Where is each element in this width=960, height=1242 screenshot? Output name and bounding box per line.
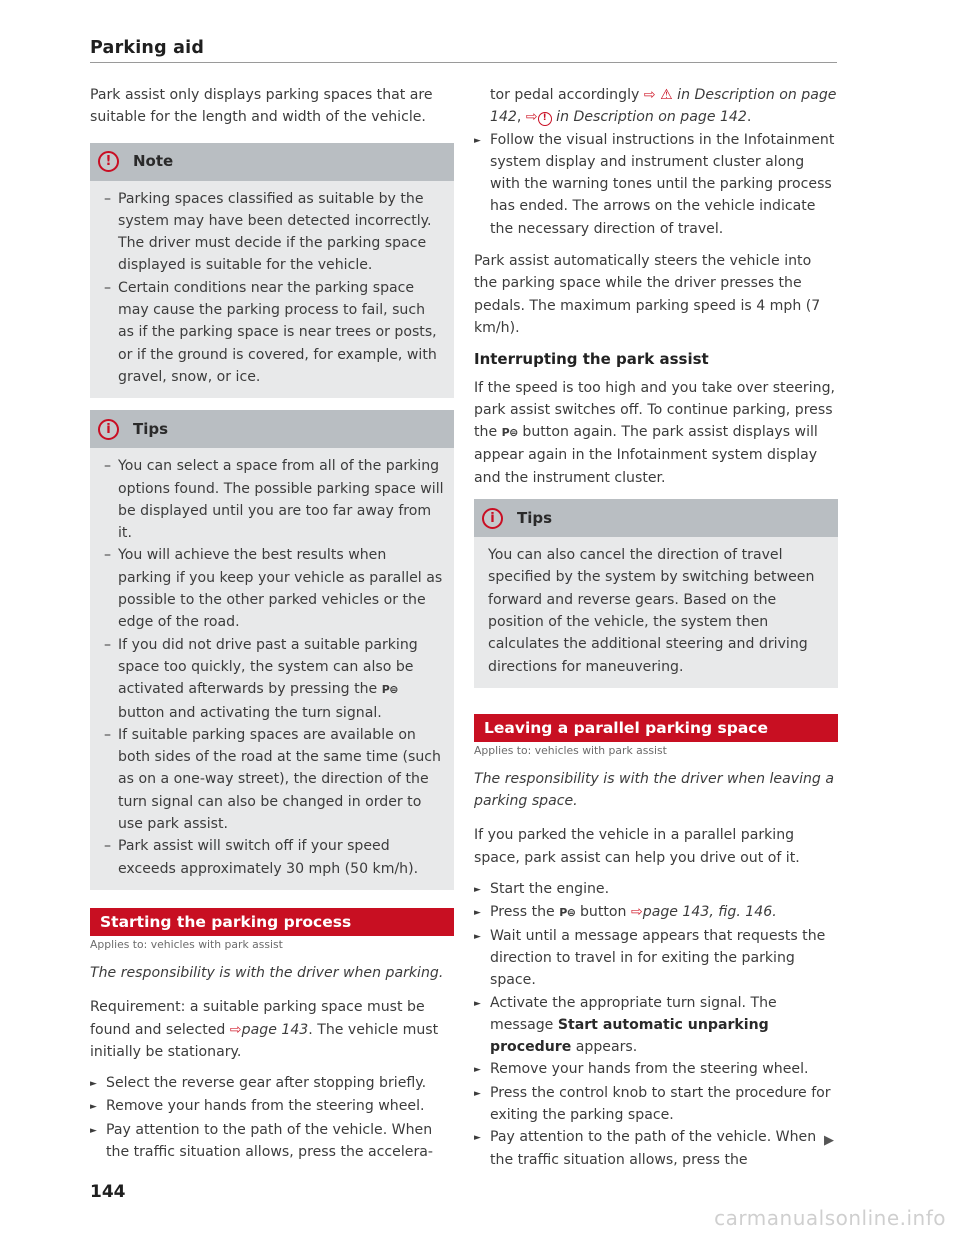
info-icon: i bbox=[482, 508, 503, 529]
page-reference-link[interactable]: in Description on page 142 bbox=[556, 109, 747, 126]
step-item: ► Remove your hands from the steering wheel. bbox=[90, 1098, 425, 1115]
arrow-right-icon: ⇨ bbox=[643, 87, 656, 103]
continue-arrow-icon: ▶ bbox=[824, 1133, 834, 1148]
step-item: ► Press the control knob to start the procedure for exiting the parking space. bbox=[474, 1084, 831, 1123]
page-reference-link[interactable]: in Description on page 142 bbox=[490, 87, 837, 126]
tips-box bbox=[474, 499, 838, 688]
step-item: ► Follow the visual instructions in the Infotainment system display and instrument cluster along with the warning tones until the parking process has ended. The arrows on the vehicle indicate the necessary direction of travel. bbox=[474, 131, 835, 237]
steps-list bbox=[90, 1072, 454, 1163]
step-item: ► Select the reverse gear after stopping briefly. bbox=[90, 1075, 427, 1092]
tip-item: – If suitable parking spaces are available on both sides of the road at the same time (such as on a one-way street), the direction of the turn signal can also be changed in order to use park assist. bbox=[104, 726, 441, 833]
tips-header bbox=[474, 499, 838, 537]
interrupt-heading: Interrupting the park assist bbox=[474, 350, 709, 369]
left-column bbox=[90, 84, 454, 1173]
tips-header bbox=[90, 410, 454, 448]
note-box bbox=[90, 143, 454, 399]
applies-to: Applies to: vehicles with park assist bbox=[474, 743, 667, 757]
step-item: ► Activate the appropriate turn signal. The message Start automatic unparking procedure appears. bbox=[474, 994, 777, 1056]
note-circle-icon: ! bbox=[538, 112, 552, 126]
tip-item: – You will achieve the best results when parking if you keep your vehicle as parallel as possible to the other parked vehicles or the edge of the road. bbox=[104, 547, 443, 631]
page-reference-link[interactable]: page 143, fig. 146. bbox=[642, 904, 777, 921]
intro-paragraph: Park assist only displays parking spaces that are suitable for the length and width of the vehicle. bbox=[90, 87, 433, 126]
steps-list bbox=[474, 878, 838, 1171]
step-item: ► Pay attention to the path of the vehicle. When the traffic situation allows, press the accelera- bbox=[90, 1121, 433, 1160]
note-item: – Parking spaces classified as suitable by the system may have been detected incorrectly. The driver must decide if the parking space displayed is suitable for the vehicle. bbox=[104, 190, 432, 274]
requirement-paragraph: Requirement: a suitable parking space must be found and selected ⇨page 143. The vehicle must initially be stationary. bbox=[90, 999, 439, 1060]
info-icon: i bbox=[98, 419, 119, 440]
step-item: ► Wait until a message appears that requests the direction to travel in for exiting the parking space. bbox=[474, 927, 826, 989]
auto-steer-paragraph: Park assist automatically steers the vehicle into the parking space while the driver presses the pedals. The maximum parking speed is 4 mph (7 km/h). bbox=[474, 253, 821, 336]
park-assist-button-icon: P⊜ bbox=[559, 906, 576, 920]
section-heading-leaving: Leaving a parallel parking space bbox=[474, 714, 838, 742]
section-intro: The responsibility is with the driver when leaving a parking space. bbox=[474, 770, 834, 810]
park-assist-button-icon: P⊜ bbox=[381, 683, 398, 697]
warning-triangle-icon: ⚠ bbox=[660, 87, 673, 103]
tip-item: – You can select a space from all of the parking options found. The possible parking space will be displayed until you are too far away from it. bbox=[104, 458, 444, 542]
arrow-right-icon: ⇨ bbox=[630, 904, 643, 921]
section-heading-starting: Starting the parking process bbox=[90, 908, 454, 936]
section-intro: The responsibility is with the driver when parking. bbox=[90, 964, 444, 981]
arrow-right-icon: ⇨ bbox=[229, 1021, 242, 1038]
exclamation-icon: ! bbox=[98, 151, 119, 172]
note-body bbox=[90, 181, 454, 399]
leaving-paragraph: If you parked the vehicle in a parallel parking space, park assist can help you drive out of it. bbox=[474, 827, 800, 866]
tip-item: – Park assist will switch off if your speed exceeds approximately 30 mph (50 km/h). bbox=[104, 838, 419, 877]
note-item: – Certain conditions near the parking space may cause the parking process to fail, such as if the parking space is near trees or posts, or if the ground is covered, for example, with gravel, snow, or ice. bbox=[104, 279, 437, 385]
step-continuation: tor pedal accordingly ⇨ ⚠ in Description on page 142, ⇨ ! in Description on page 142. bbox=[490, 87, 837, 126]
right-column bbox=[474, 84, 838, 1181]
watermark: carmanualsonline.info bbox=[714, 1206, 946, 1230]
tips-body: You can also cancel the direction of travel specified by the system by switching between forward and reverse gears. Based on the position of the vehicle, the system then calculates the additional steering and driving directions for maneuvering. bbox=[488, 547, 815, 675]
title-divider bbox=[90, 62, 837, 63]
note-header bbox=[90, 143, 454, 181]
applies-to: Applies to: vehicles with park assist bbox=[90, 937, 283, 951]
tips-label: Tips bbox=[133, 420, 169, 439]
step-item: ► Remove your hands from the steering wheel. bbox=[474, 1061, 809, 1078]
tips-box bbox=[90, 410, 454, 890]
step-item: ► Pay attention to the path of the vehicle. When the traffic situation allows, press the bbox=[474, 1129, 817, 1168]
arrow-right-icon: ⇨ bbox=[525, 109, 538, 126]
step-item: ► Start the engine. bbox=[474, 881, 610, 898]
step-item: ► Press the P⊜ button ⇨page 143, fig. 146. bbox=[474, 904, 777, 921]
page-number: 144 bbox=[90, 1182, 126, 1202]
tips-label: Tips bbox=[517, 508, 553, 527]
interrupt-paragraph: If the speed is too high and you take over steering, park assist switches off. To continue parking, press the P⊜ button again. The park assist displays will appear again in the Infotainment system display and the instrument cluster. bbox=[474, 379, 835, 486]
page-title: Parking aid bbox=[90, 38, 205, 58]
tips-body bbox=[90, 448, 454, 890]
park-assist-button-icon: P⊜ bbox=[501, 426, 518, 440]
note-label: Note bbox=[133, 152, 174, 171]
tip-item: – If you did not drive past a suitable parking space too quickly, the system can also be activated afterwards by pressing the P⊜ button and activating the turn signal. bbox=[104, 636, 418, 721]
page-reference-link[interactable]: page 143 bbox=[241, 1021, 309, 1038]
